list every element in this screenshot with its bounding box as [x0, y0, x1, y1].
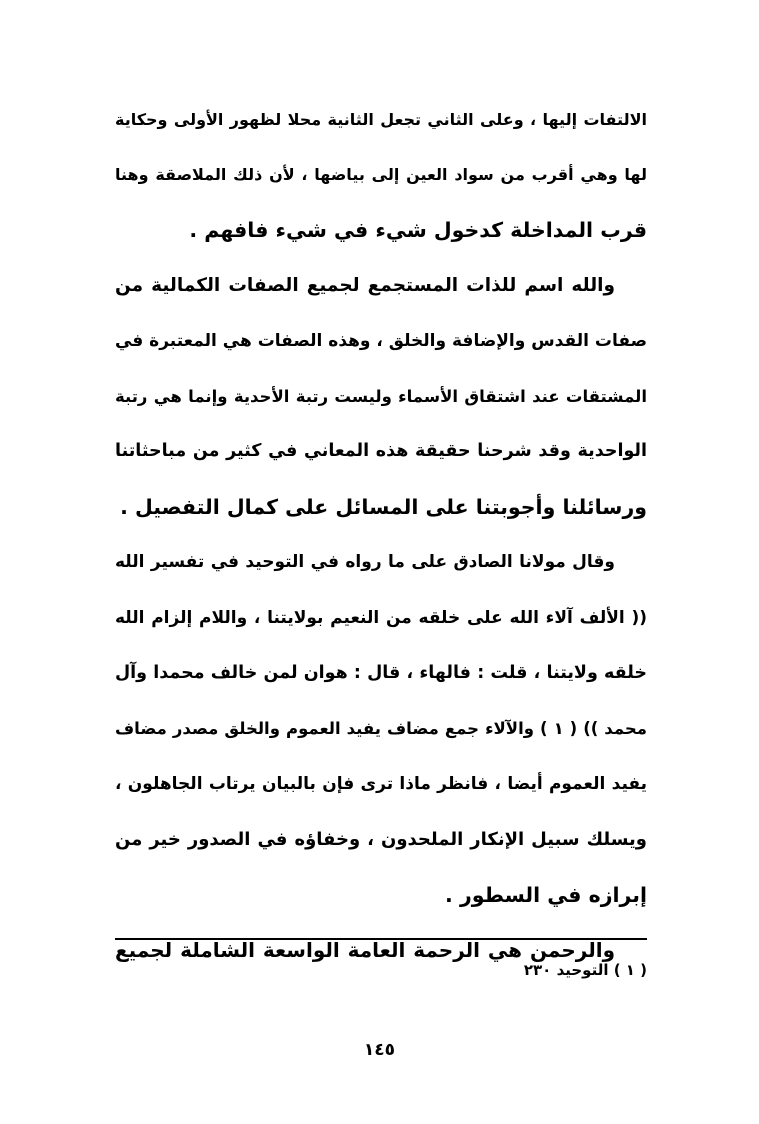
text-line: إبرازه في السطور .: [445, 882, 647, 907]
footnote-divider: [115, 938, 647, 940]
text-line: المشتقات عند اشتقاق الأسماء وليست رتبة الأحدية وإنما هي رتبة: [115, 387, 647, 407]
text-line: الواحدية وقد شرحنا حقيقة هذه المعاني في كثير من مباحثاتنا: [115, 441, 647, 462]
footnote: ( ١ ) التوحيد ٢٣٠: [523, 961, 647, 979]
text-line: لها وهي أقرب من سواد العين إلى بياضها ، لأن ذلك الملاصقة وهنا: [115, 165, 647, 185]
main-text-block: [115, 92, 647, 979]
text-line: الالتفات إليها ، وعلى الثاني تجعل الثانية محلا لظهور الأولى وحكاية: [115, 110, 647, 129]
text-line: والله اسم للذات المستجمع لجميع الصفات الكمالية من: [115, 275, 615, 297]
text-line: قرب المداخلة كدخول شيء في شيء فافهم .: [189, 217, 647, 242]
text-line: ورسائلنا وأجوبتنا على المسائل على كمال التفصيل .: [120, 494, 647, 519]
text-line: والرحمن هي الرحمة العامة الواسعة الشاملة لجميع: [115, 938, 615, 963]
text-line: (( الألف آلاء الله على خلقه من النعيم بولايتنا ، واللام إلزام الله: [115, 607, 647, 628]
text-line: صفات القدس والإضافة والخلق ، وهذه الصفات هي المعتبرة في: [114, 330, 647, 351]
text-line: ويسلك سبيل الإنكار الملحدون ، وخفاؤه في الصدور خير من: [115, 829, 647, 851]
text-line: محمد )) ( ١ ) والآلاء جمع مضاف يفيد العموم والخلق مصدر مضاف: [115, 719, 647, 739]
text-line: يفيد العموم أيضا ، فانظر ماذا ترى فإن بالبيان يرتاب الجاهلون ،: [115, 773, 647, 794]
text-line: خلقه ولايتنا ، قلت : فالهاء ، قال : هوان لمن خالف محمدا وآل: [115, 663, 647, 684]
text-line: وقال مولانا الصادق على ما رواه في التوحيد في تفسير الله: [115, 552, 615, 573]
page-number: ١٤٥: [363, 1040, 396, 1060]
